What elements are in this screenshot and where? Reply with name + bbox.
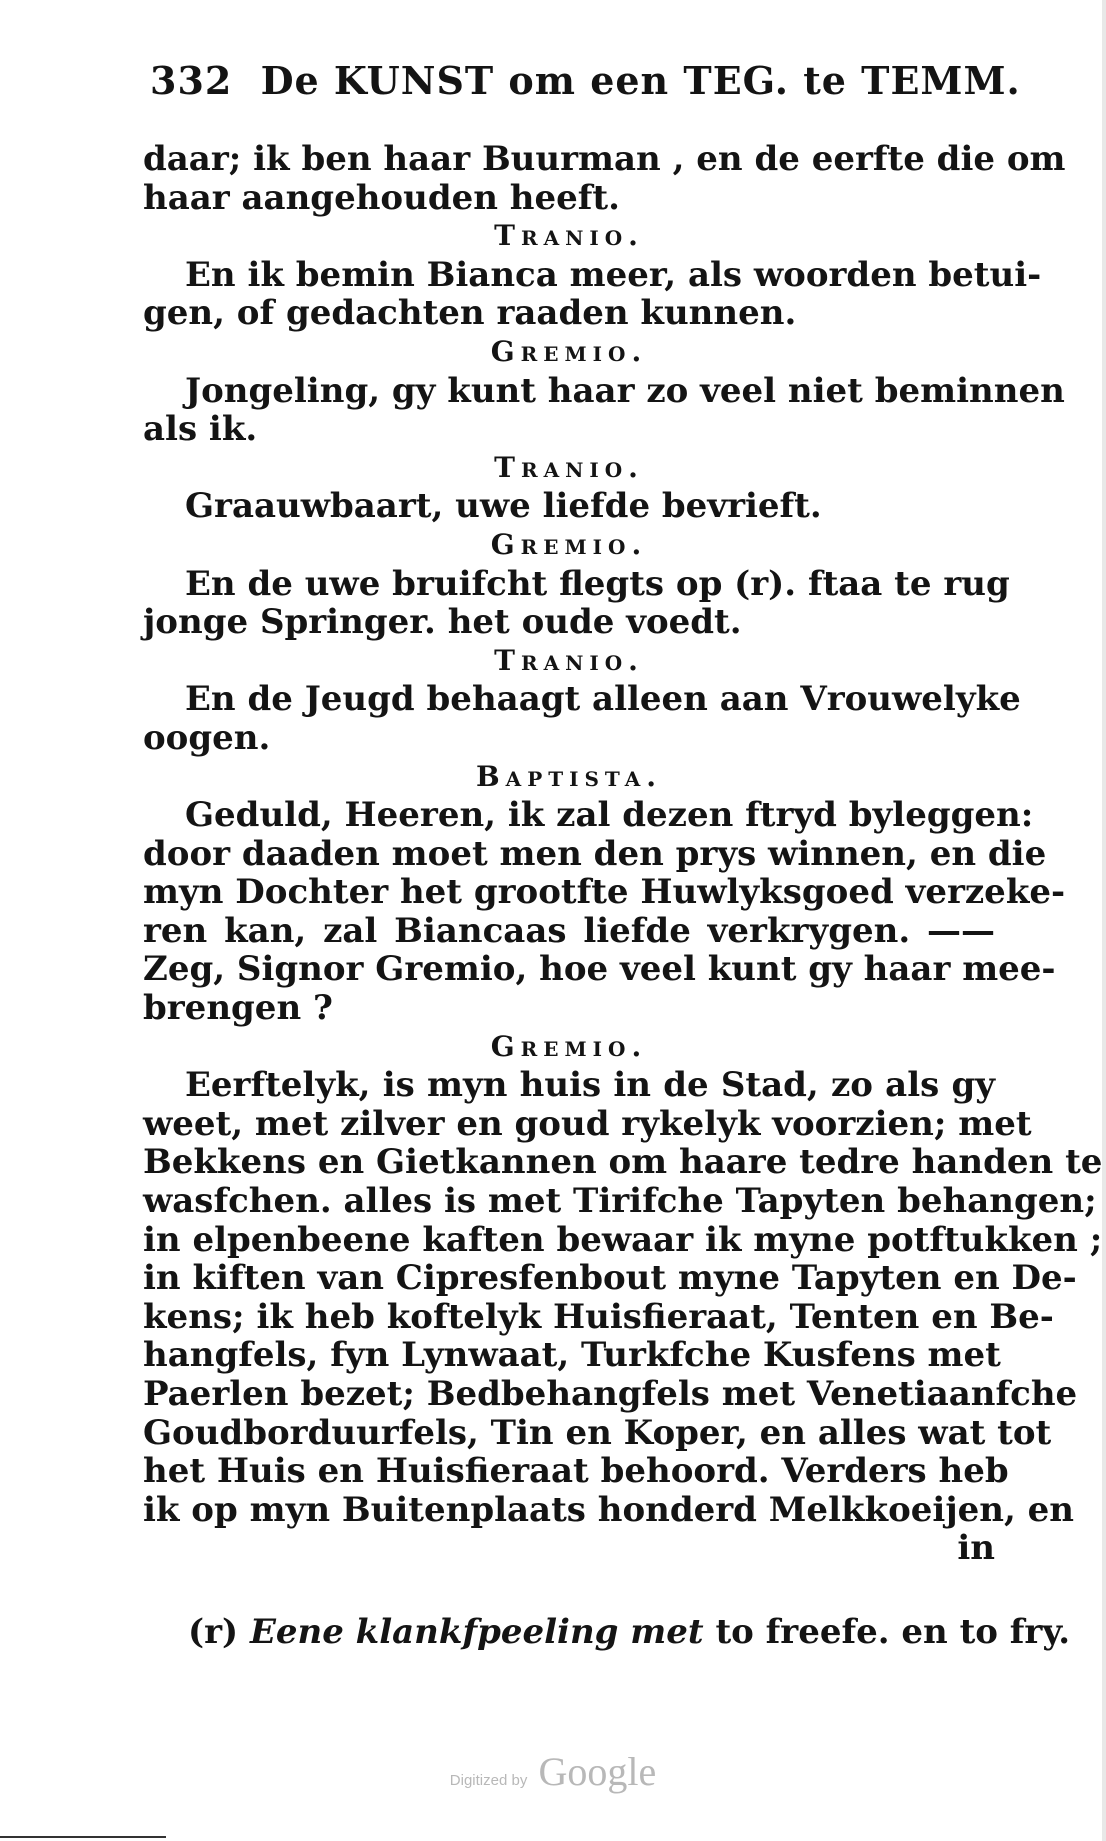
text-line: in bbox=[957, 1528, 995, 1569]
text-line: daar; ik ben haar Buurman , en de eerfte die om bbox=[143, 139, 1066, 179]
text-line: hangfels, fyn Lynwaat, Turkfche Kusfens met bbox=[143, 1335, 1001, 1376]
scan-edge-rule bbox=[0, 1836, 166, 1838]
text-line: het Huis en Huisfieraat behoord. Verders heb bbox=[143, 1451, 1009, 1492]
text-line: in elpenbeene kaften bewaar ik myne potftukken ; bbox=[143, 1219, 1103, 1260]
text-line: Jongeling, gy kunt haar zo veel niet beminnen bbox=[185, 370, 1065, 411]
speaker-name: Tranio. bbox=[494, 643, 644, 677]
text-line: jonge Springer. het oude voedt. bbox=[143, 602, 742, 643]
text-line: En de uwe bruifcht flegts op (r). ftaa te rug bbox=[185, 563, 1010, 604]
footnote-text: to freefe. en to fry. bbox=[715, 1612, 1071, 1652]
watermark-prefix: Digitized by bbox=[449, 1772, 528, 1789]
running-header bbox=[150, 58, 1021, 103]
text-line: brengen ? bbox=[143, 988, 333, 1029]
footnote-italic-text: Eene klankfpeeling met bbox=[249, 1612, 704, 1652]
speaker-name: Gremio. bbox=[490, 334, 648, 368]
footnote bbox=[188, 1612, 1071, 1652]
speaker-name: Gremio. bbox=[490, 527, 648, 561]
text-line: Paerlen bezet; Bedbehangfels met Venetiaanfche bbox=[143, 1374, 1078, 1414]
footnote-marker: (r) bbox=[188, 1612, 239, 1652]
speaker-name: Tranio. bbox=[494, 450, 644, 484]
text-line: Graauwbaart, uwe liefde bevrieft. bbox=[185, 486, 822, 527]
speaker-name: Gremio. bbox=[490, 1029, 648, 1063]
text-line: ren kan, zal Biancaas liefde verkrygen. —— bbox=[143, 910, 995, 951]
text-line: als ik. bbox=[143, 409, 258, 450]
text-line: weet, met zilver en goud rykelyk voorzien; met bbox=[143, 1103, 1032, 1144]
text-line: Goudborduurfels, Tin en Koper, en alles wat tot bbox=[143, 1412, 1052, 1453]
text-line: ik op myn Buitenplaats honderd Melkkoeijen, en bbox=[143, 1489, 1074, 1530]
text-line: in kiften van Cipresfenbout myne Tapyten en De- bbox=[143, 1258, 1077, 1299]
text-line: gen, of gedachten raaden kunnen. bbox=[143, 293, 797, 334]
text-line: En de Jeugd behaagt alleen aan Vrouwelyke bbox=[185, 679, 1021, 720]
speaker-name: Baptista. bbox=[476, 759, 662, 793]
text-line: En ik bemin Bianca meer, als woorden betui- bbox=[185, 254, 1042, 295]
text-line: Bekkens en Gietkannen om haare tedre handen te bbox=[143, 1142, 1103, 1183]
digitized-watermark bbox=[0, 1748, 1106, 1795]
google-logo: Google bbox=[538, 1749, 657, 1794]
text-line: oogen. bbox=[143, 717, 271, 758]
speaker-name: Tranio. bbox=[494, 219, 644, 253]
text-line: haar aangehouden heeft. bbox=[143, 177, 620, 218]
text-line: kens; ik heb koftelyk Huisfieraat, Tenten en Be- bbox=[143, 1296, 1054, 1337]
text-line: wasfchen. alles is met Tirifche Tapyten behangen; bbox=[143, 1181, 1097, 1222]
text-line: Geduld, Heeren, ik zal dezen ftryd byleggen: bbox=[185, 795, 1034, 836]
play-text bbox=[143, 139, 1103, 1569]
page-number: 332 bbox=[150, 58, 233, 103]
text-line: Eerftelyk, is myn huis in de Stad, zo als gy bbox=[185, 1065, 995, 1106]
text-line: myn Dochter het grootfte Huwlyksgoed verzeke- bbox=[143, 872, 1066, 913]
text-line: Zeg, Signor Gremio, hoe veel kunt gy haar mee- bbox=[143, 949, 1056, 990]
scan-right-edge bbox=[1102, 0, 1106, 1841]
text-line: door daaden moet men den prys winnen, en die bbox=[143, 833, 1047, 874]
header-title: De KUNST om een TEG. te TEMM. bbox=[260, 58, 1021, 103]
